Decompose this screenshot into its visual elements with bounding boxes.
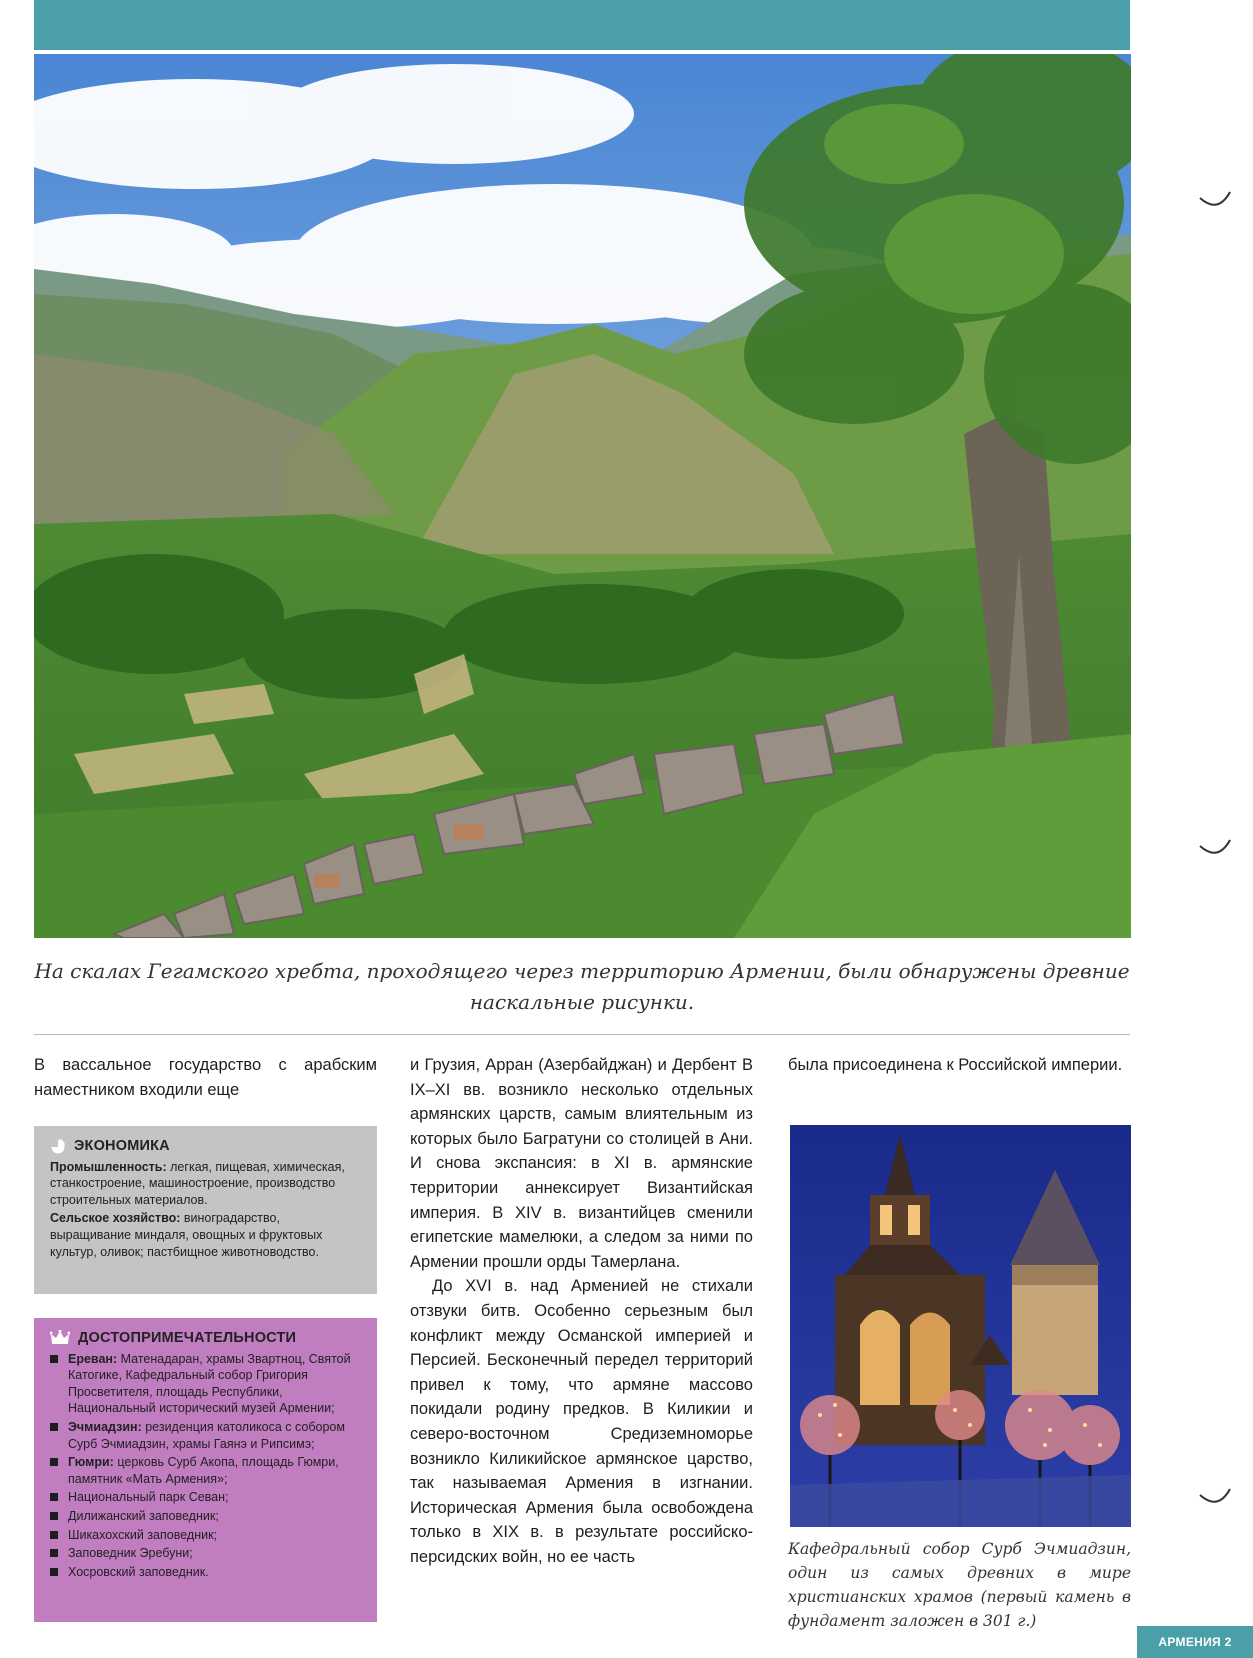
industry-text: легкая, пищевая, химическая, станкостроение, машиностроение, производство строительных материалов. — [50, 1159, 345, 1207]
list-item — [50, 1351, 361, 1417]
sight-label: Эчмиадзин: — [68, 1419, 142, 1434]
sight-label: Ереван: — [68, 1351, 118, 1366]
sight-text: Национальный парк Севан; — [68, 1490, 229, 1505]
column2-paragraph-1: и Грузия, Арран (Азербайджан) и Дербент В IX–XI вв. возникло несколько отдельных армянских царств, самым влиятельным из которых было Багратуни со столицей в Ани. И снова экспансия: в XI в. армянские территории аннексирует Византийская империя. В XIV в. византийцев сменили египетские мамелюки, а следом за ними по Армении прошли орды Тамерлана. — [410, 1056, 753, 1271]
binder-ring-mark-bottom — [1198, 1487, 1232, 1509]
cathedral-photo — [790, 1125, 1131, 1527]
pie-chart-icon — [50, 1138, 66, 1154]
industry-line — [50, 1159, 361, 1209]
list-item — [50, 1527, 361, 1544]
agriculture-text: виноградарство, выращивание миндаля, овощных и фруктовых культур, оливок; пастбищное животноводство. — [50, 1211, 323, 1259]
mountain-landscape-photo — [34, 54, 1131, 938]
economy-box — [34, 1126, 377, 1294]
column3-paragraph: была присоединена к Российской империи. — [788, 1056, 1123, 1074]
column2-paragraph-2: До XVI в. над Арменией не стихали отзвуки битв. Особенно серьезным был конфликт между Османской империей и Персией. Бесконечный передел территорий привел к тому, что армяне массово покидали родину предков. В Киликии и северо-восточном Средиземноморье возникло Киликийское армянское царство, так называемая Армения в изгнании. Историческая Армения была освобождена только в XIX в. в результате российско-персидских войн, но ее часть — [410, 1277, 753, 1566]
agriculture-line — [50, 1210, 361, 1260]
sight-text: Матенадаран, храмы Звартноц, Святой Катогике, Кафедральный собор Григория Просветителя, площадь Республики, Национальный исторический музей Армении; — [68, 1351, 351, 1416]
column1-paragraph: В вассальное государство с арабским наместником входили еще — [34, 1056, 377, 1099]
sight-label: Гюмри: — [68, 1455, 114, 1470]
photo-caption: На скалах Гегамского хребта, проходящего через территорию Армении, были обнаружены древние наскальные рисунки. — [34, 959, 1130, 1014]
list-item — [50, 1508, 361, 1525]
sight-text: церковь Сурб Акопа, площадь Гюмри, памятник «Мать Армения»; — [68, 1455, 339, 1486]
header-color-bar — [34, 0, 1130, 50]
list-item — [50, 1454, 361, 1487]
crown-icon — [50, 1330, 70, 1346]
industry-label: Промышленность: — [50, 1159, 167, 1174]
divider-line — [34, 1034, 1130, 1035]
cathedral-caption: Кафедральный собор Сурб Эчмиадзин, один из самых древних в мире христианских храмов (первый камень в фундамент заложен в 301 г.) — [788, 1540, 1131, 1630]
list-item — [50, 1489, 361, 1506]
sight-text: Заповедник Эребуни; — [68, 1546, 193, 1561]
sight-text: Шикахохский заповедник; — [68, 1527, 218, 1542]
economy-heading — [50, 1138, 361, 1155]
list-item — [50, 1419, 361, 1452]
binder-ring-mark-top — [1198, 190, 1232, 212]
sights-title: ДОСТОПРИМЕЧАТЕЛЬНОСТИ — [78, 1330, 297, 1346]
text-column-1 — [34, 1053, 377, 1102]
text-column-3 — [788, 1053, 1131, 1078]
sight-text: резиденция католикоса с собором Сурб Эчмиадзин, храмы Гаянэ и Рипсимэ; — [68, 1419, 345, 1451]
binder-ring-mark-middle — [1198, 838, 1232, 860]
sight-text: Хосровский заповедник. — [68, 1564, 209, 1579]
text-column-2 — [410, 1053, 753, 1633]
list-item — [50, 1545, 361, 1562]
list-item — [50, 1564, 361, 1581]
sights-list — [50, 1351, 361, 1581]
sights-box — [34, 1318, 377, 1622]
sight-text: Дилижанский заповедник; — [68, 1508, 219, 1523]
sights-heading — [50, 1330, 361, 1347]
agriculture-label: Сельское хозяйство: — [50, 1211, 181, 1226]
economy-title: ЭКОНОМИКА — [74, 1138, 170, 1154]
page-tab: АРМЕНИЯ 2 — [1137, 1626, 1253, 1658]
